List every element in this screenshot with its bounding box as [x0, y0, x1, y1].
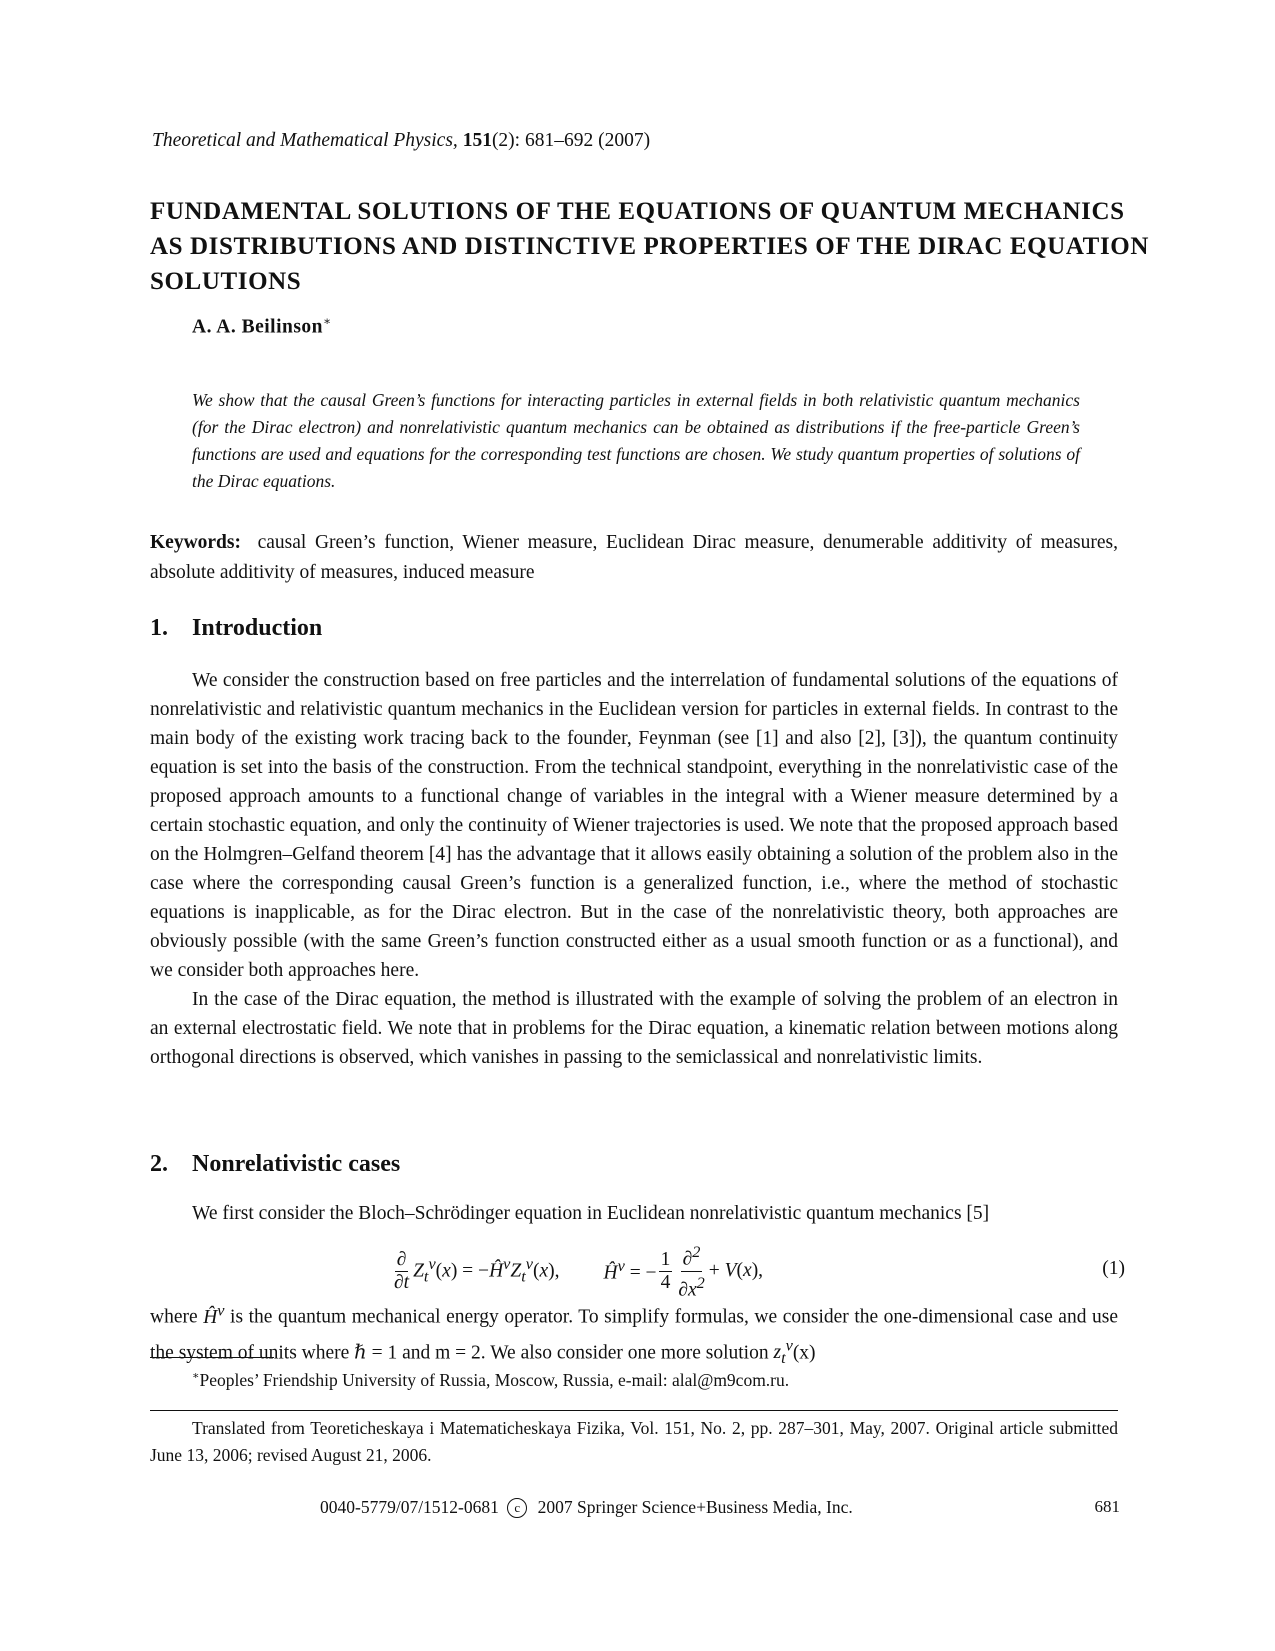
keywords-label: Keywords:	[150, 532, 241, 553]
footnote-text: Peoples’ Friendship University of Russia, Moscow, Russia, e-mail: alal@m9com.ru.	[199, 1369, 790, 1390]
translation-note: Translated from Teoreticheskaya i Matematicheskaya Fizika, Vol. 151, No. 2, pp. 287–301, May, 2007. Original article submitted June 13, 2006; revised August 21, 2006.	[150, 1418, 1118, 1465]
publisher: 2007 Springer Science+Business Media, Inc.	[537, 1497, 853, 1517]
journal-citation	[152, 130, 650, 152]
equation-number: (1)	[1102, 1258, 1125, 1279]
second-derivative-fraction: $\frac{\partial^2}{\partial x^2}$	[678, 1243, 705, 1300]
keywords	[150, 528, 1118, 588]
abstract: We show that the causal Green’s functions for interacting particles in external fields in both relativistic quantum mechanics (for the Dirac electron) and nonrelativistic quantum mechanics can be obtained as distributions if the free-particle Green’s functions are used and equations for the corresponding test functions are chosen. We study quantum properties of solutions of the Dirac equations.	[192, 390, 1080, 491]
page-number: 681	[1094, 1497, 1120, 1516]
section-title: Nonrelativistic cases	[192, 1151, 401, 1177]
journal-volume: 151	[462, 130, 492, 151]
paper-title: FUNDAMENTAL SOLUTIONS OF THE EQUATIONS OF QUANTUM MECHANICS AS DISTRIBUTIONS AND DISTINCTIVE PROPERTIES OF THE DIRAC EQUATION SOLUTIONS	[150, 198, 1149, 295]
journal-name: Theoretical and Mathematical Physics,	[152, 130, 458, 151]
imprint	[320, 1497, 853, 1520]
paragraph: In the case of the Dirac equation, the method is illustrated with the example of solving the problem of an electron in an external electrostatic field. We note that in problems for the Dirac equation, a kinematic relation between motions along orthogonal directions is observed, which vanishes in passing to the semiclassical and nonrelativistic limits.	[150, 989, 1118, 1068]
partial-t-fraction: $\frac{\partial}{\partial t}$	[394, 1248, 410, 1293]
paragraph: We consider the construction based on free particles and the interrelation of fundamental solutions of the equations of nonrelativistic and relativistic quantum mechanics in the Euclidean version for particles in external fields. In contrast to the main body of the existing work tracing back to the founder, Feynman (see [1] and also [2], [3]), the quantum continuity equation is set into the basis of the construction. From the technical standpoint, everything in the nonrelativistic case of the proposed approach amounts to a functional change of variables in the integral with a Wiener measure determined by a certain stochastic equation, and only the continuity of Wiener trajectories is used. We note that the proposed approach based on the Holmgren–Gelfand theorem [4] has the advantage that it allows easily obtaining a solution of the problem also in the case where the corresponding causal Green’s function is a generalized function, i.e., where the method of stochastic equations is inapplicable, as for the Dirac electron. But in the case of the nonrelativistic theory, both approaches are obviously possible (with the same Green’s function constructed either as a usual smooth function or as a functional), and we consider both approaches here.	[150, 670, 1118, 981]
keywords-text: causal Green’s function, Wiener measure, Euclidean Dirac measure, denumerable additivity of measures, absolute additivity of measures, induced measure	[150, 532, 1118, 583]
one-quarter-fraction: $\frac{1}{4}$	[660, 1248, 671, 1293]
section-number: 2.	[150, 1151, 168, 1177]
issn: 0040-5779/07/1512-0681	[320, 1497, 499, 1517]
energy-operator-symbol: $Ĥ^v$	[203, 1301, 225, 1328]
copyright-icon: c	[507, 1498, 527, 1518]
journal-issue-pages: (2): 681–692 (2007)	[491, 130, 651, 151]
author-name: A. A. Beilinson	[192, 316, 324, 338]
paragraph: We first consider the Bloch–Schrödinger equation in Euclidean nonrelativistic quantum mechanics [5]	[192, 1203, 990, 1224]
footnote	[192, 1369, 789, 1391]
footnote-mark: ∗	[192, 1370, 200, 1382]
section-heading-introduction	[150, 615, 322, 642]
section2-intro	[150, 1199, 1118, 1228]
section-number: 1.	[150, 615, 168, 641]
translation-divider	[150, 1410, 1118, 1411]
solution-symbol: $z_t^v$	[773, 1336, 793, 1367]
author-footnote-mark: ∗	[323, 314, 332, 328]
section-title: Introduction	[192, 615, 323, 641]
introduction-body	[150, 666, 1118, 1072]
footnote-divider	[150, 1357, 274, 1358]
author	[192, 314, 332, 339]
section2-continuation: where $Ĥ^v$ is the quantum mechanical energy operator. To simplify formulas, we consider the one-dimensional case and use the system of units where ℏ = 1 and m = 2. We also consider one more solution $z_t^v(x)$	[150, 1301, 1118, 1367]
equation-1: $\frac{\partial}{\partial t}$ $Z_t^v(x)$ = $-Ĥ^vZ_t^v(x)$, $Ĥ^v$ = − $\frac{1}{4}$ $\frac{\partial^2}{\partial x^2}$ + V(x),	[394, 1243, 764, 1300]
section-heading-nonrelativistic	[150, 1151, 400, 1178]
